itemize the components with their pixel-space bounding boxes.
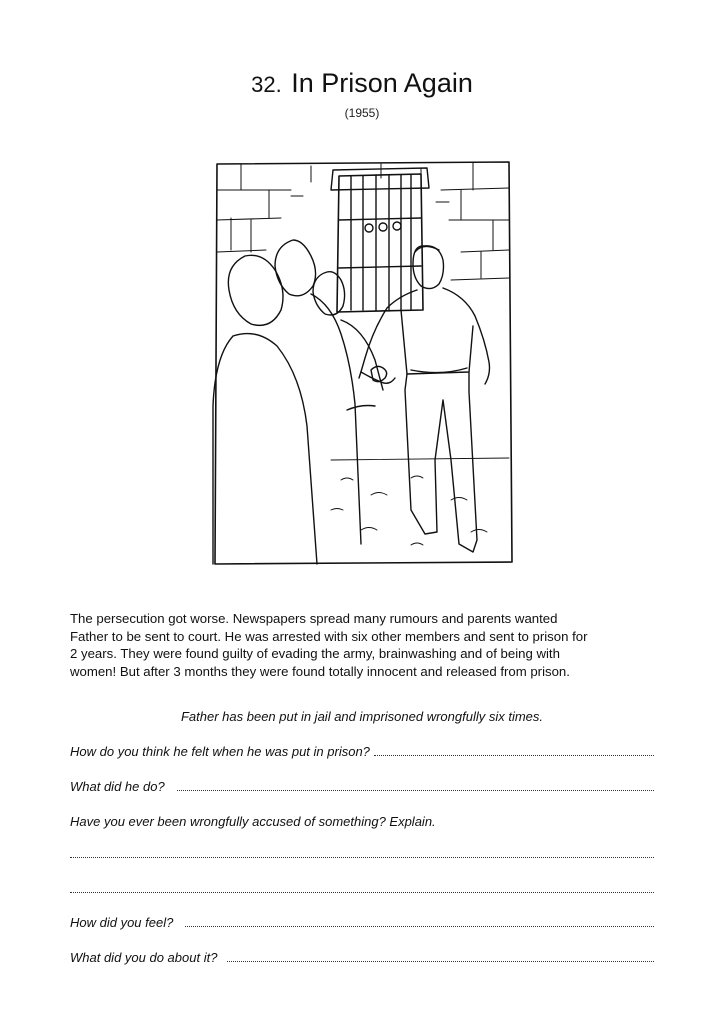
story-line: 2 years. They were found guilty of evading the army, brainwashing and of being with: [70, 646, 560, 661]
question-label: How did you feel?: [70, 915, 174, 930]
title-number: 32.: [251, 72, 282, 97]
story-line: women! But after 3 months they were found totally innocent and released from prison.: [70, 663, 570, 679]
title-text: In Prison Again: [291, 68, 473, 98]
question-label: How do you think he felt when he was put in prison?: [70, 744, 370, 759]
group-of-men-figures: [213, 240, 395, 564]
worksheet-lead: Father has been put in jail and imprisoned wrongfully six times.: [180, 709, 543, 724]
question-label: What did he do?: [70, 779, 165, 794]
answer-line[interactable]: [227, 950, 654, 962]
answer-line[interactable]: [70, 891, 654, 893]
answer-line[interactable]: [70, 856, 654, 858]
story-paragraph: [70, 610, 660, 680]
question-what-did-you-do: [70, 950, 654, 965]
prison-scene-illustration: [211, 160, 516, 566]
question-how-did-you-feel: [70, 915, 654, 930]
question-label: What did you do about it?: [70, 950, 218, 965]
answer-line[interactable]: [177, 779, 654, 791]
story-line: The persecution got worse. Newspapers spread many rumours and parents wanted: [70, 611, 558, 626]
question-label: Have you ever been wrongfully accused of something? Explain.: [70, 814, 436, 829]
answer-line[interactable]: [185, 915, 654, 927]
story-line: Father to be sent to court. He was arrested with six other members and sent to prison for: [70, 628, 588, 644]
question-wrongfully-accused: [70, 814, 654, 829]
page-title: [0, 68, 724, 99]
released-man-figure: [359, 246, 490, 552]
answer-line[interactable]: [374, 744, 654, 756]
year-subtitle: (1955): [344, 106, 380, 120]
question-what-did-he-do: [70, 779, 654, 794]
question-felt-in-prison: [70, 744, 654, 759]
